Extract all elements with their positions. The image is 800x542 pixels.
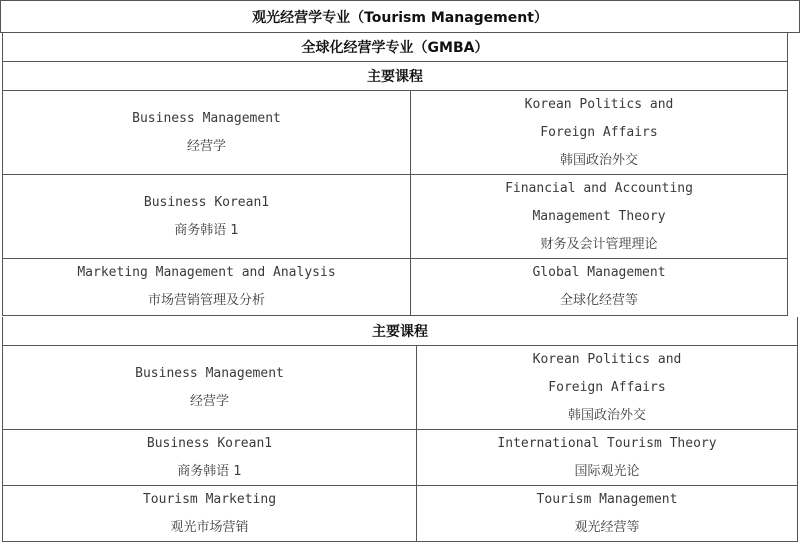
table-row [2,346,798,430]
course-name-en: Korean Politics and [524,96,674,112]
course-cell [2,91,411,174]
course-name-en: Marketing Management and Analysis [77,265,336,280]
course-name-en: Tourism Management [536,491,678,507]
tourism-course-grid [2,346,798,542]
course-name-en: Business Korean1 [143,194,270,210]
course-name-zh: 观光经营等 [574,519,640,535]
course-name-zh: 商务韩语 1 [174,222,239,238]
course-name-en: Foreign Affairs [540,124,658,140]
course-name-en: Financial and Accounting [505,180,693,196]
gmba-title: 全球化经营学专业（GMBA） [2,33,788,62]
table-row [2,175,788,259]
course-name-en: Korean Politics and [532,351,682,367]
course-name-en: Tourism Marketing [142,491,277,507]
gmba-section-heading: 主要课程 [2,62,788,91]
course-name-en: Business Korean1 [146,435,273,451]
course-name-zh: 观光市场营销 [170,519,249,535]
course-cell [417,430,798,485]
course-cell [417,346,798,429]
table-row [2,430,798,486]
course-name-en: Business Management [135,365,284,381]
course-name-en: Business Management [132,110,281,126]
course-name-zh: 商务韩语 1 [177,463,242,479]
program-title: 观光经营学专业（Tourism Management） [0,0,800,33]
table-row [2,259,788,316]
course-cell [411,175,788,258]
table-row [2,91,788,175]
course-cell [411,91,788,174]
course-name-zh: 韩国政治外交 [559,152,638,168]
course-cell [2,175,411,258]
course-name-en: Global Management [532,265,666,280]
course-name-zh: 市场营销管理及分析 [147,293,265,308]
course-name-zh: 经营学 [186,138,226,154]
course-name-zh: 经营学 [189,393,229,409]
course-cell [2,259,411,315]
course-name-zh: 韩国政治外交 [567,407,646,423]
course-cell [411,259,788,315]
course-name-en: Management Theory [532,208,666,224]
course-cell [2,430,417,485]
tourism-section-heading: 主要课程 [2,317,798,346]
course-name-zh: 国际观光论 [574,463,640,479]
course-name-en: International Tourism Theory [497,435,717,451]
course-cell [2,486,417,541]
course-cell [2,346,417,429]
course-name-zh: 全球化经营等 [559,293,638,308]
table-row [2,486,798,542]
gmba-course-grid [2,91,788,316]
course-name-zh: 财务及会计管理理论 [540,236,658,252]
course-name-en: Foreign Affairs [548,379,666,395]
course-cell [417,486,798,541]
